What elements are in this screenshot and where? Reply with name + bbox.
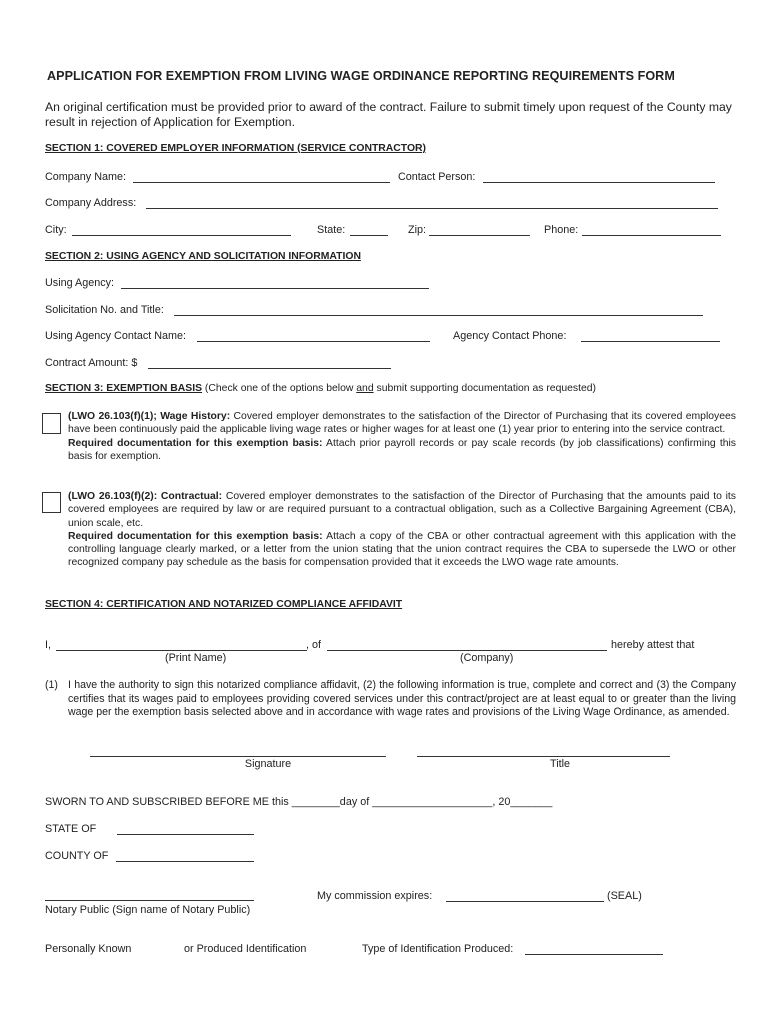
personally-known-label: Personally Known (45, 943, 132, 955)
title-caption: Title (550, 758, 570, 770)
option1-req-text: Attach prior payroll records or pay scale records (by job classifications) confirming this basis for exemption. (68, 437, 736, 462)
option1-req-label: Required documentation for this exemption basis: (68, 437, 323, 449)
section3-note-after: submit supporting documentation as requested) (373, 383, 596, 394)
company-address-label: Company Address: (45, 197, 137, 209)
agency-contact-phone-label: Agency Contact Phone: (453, 330, 567, 342)
state-label: State: (317, 224, 346, 236)
company-name-field[interactable] (133, 182, 390, 183)
section1-heading: SECTION 1: COVERED EMPLOYER INFORMATION (SERVICE CONTRACTOR) (45, 143, 427, 154)
company-name-label: Company Name: (45, 171, 127, 183)
section4-heading: SECTION 4: CERTIFICATION AND NOTARIZED COMPLIANCE AFFIDAVIT (45, 599, 403, 610)
section2-heading: SECTION 2: USING AGENCY AND SOLICITATION INFORMATION (45, 251, 361, 262)
of-label: , of (306, 639, 322, 651)
county-of-label: COUNTY OF (45, 850, 109, 862)
notary-signature-field[interactable] (45, 900, 254, 901)
type-id-label: Type of Identification Produced: (362, 943, 514, 955)
option2-req-text: Attach a copy of the CBA or other contractual agreement with this application with the controlling language clearly marked, or a letter from the union stating that the union contract requires the CBA to supersede the LWO or other recognized company pay schedule as the basis for compensation provided that it exceeds the LWO wage rate amounts. (68, 530, 736, 569)
i-label: I, (45, 639, 51, 651)
seal-label: (SEAL) (607, 890, 642, 902)
contact-person-label: Contact Person: (398, 171, 476, 183)
company-caption: (Company) (460, 652, 514, 664)
option2-text: Covered employer demonstrates to the satisfaction of the Director of Purchasing that the amounts paid to its covered employees are required by law or are required pursuant to a contractual obligation, such as a Collective Bargaining Agreement (CBA), union scale, etc. (68, 491, 736, 529)
attest-label: hereby attest that (611, 639, 695, 651)
print-name-field[interactable] (56, 650, 307, 651)
contract-amount-label: Contract Amount: $ (45, 357, 138, 369)
statement-text: I have the authority to sign this notarized compliance affidavit, (2) the following information is true, complete and correct and (3) the Company certifies that its wages paid to employees providing covered services under this contract/project are at least equal to or greater than the living wage per the exemption basis selected above and in accordance with wage rates and provisions of the Living Wage Ordinance, as amended. (68, 679, 736, 719)
sworn-statement: SWORN TO AND SUBSCRIBED BEFORE ME this ________day of ____________________, 20_______ (45, 796, 553, 808)
option2-label: (LWO 26.103(f)(2): Contractual: (68, 491, 223, 502)
section3-note-before: (Check one of the options below (202, 383, 357, 394)
commission-label: My commission expires: (317, 890, 433, 902)
produced-id-label: or Produced Identification (184, 943, 307, 955)
section3-heading: SECTION 3: EXEMPTION BASIS (45, 383, 203, 394)
company-address-field[interactable] (146, 208, 718, 209)
contact-person-field[interactable] (483, 182, 715, 183)
option2-text-block (68, 490, 736, 570)
zip-label: Zip: (408, 224, 426, 236)
phone-field[interactable] (582, 235, 721, 236)
commission-field[interactable] (446, 901, 604, 902)
option1-label: (LWO 26.103(f)(1); Wage History: (68, 411, 231, 422)
option1-text-block (68, 410, 736, 463)
company-attest-field[interactable] (327, 650, 607, 651)
section3-header-row (45, 383, 596, 394)
notary-caption: Notary Public (Sign name of Notary Public) (45, 904, 251, 916)
agency-contact-phone-field[interactable] (581, 341, 720, 342)
phone-label: Phone: (544, 224, 579, 236)
form-title: APPLICATION FOR EXEMPTION FROM LIVING WAGE ORDINANCE REPORTING REQUIREMENTS FORM (47, 69, 675, 83)
type-id-field[interactable] (525, 954, 663, 955)
signature-field[interactable] (90, 756, 386, 757)
statement-number: (1) (45, 679, 58, 691)
section3-note-and: and (356, 383, 374, 394)
city-field[interactable] (72, 235, 291, 236)
state-field[interactable] (350, 235, 388, 236)
county-of-field[interactable] (116, 861, 254, 862)
signature-caption: Signature (244, 758, 292, 770)
agency-contact-name-label: Using Agency Contact Name: (45, 330, 187, 342)
option2-checkbox[interactable] (42, 492, 61, 513)
city-label: City: (45, 224, 67, 236)
using-agency-field[interactable] (121, 288, 429, 289)
solicitation-label: Solicitation No. and Title: (45, 304, 164, 316)
using-agency-label: Using Agency: (45, 277, 115, 289)
contract-amount-field[interactable] (148, 368, 391, 369)
state-of-label: STATE OF (45, 823, 97, 835)
state-of-field[interactable] (117, 834, 254, 835)
option1-checkbox[interactable] (42, 413, 61, 434)
option1-text: Covered employer demonstrates to the satisfaction of the Director of Purchasing that its covered employees have been continuously paid the applicable living wage rates or higher wages for at least one (1) year prior to entering into the service contract. (68, 411, 736, 436)
solicitation-field[interactable] (174, 315, 703, 316)
title-field[interactable] (417, 756, 670, 757)
zip-field[interactable] (429, 235, 530, 236)
option2-req-label: Required documentation for this exemption basis: (68, 530, 323, 542)
print-name-caption: (Print Name) (165, 652, 227, 664)
intro-text: An original certification must be provided prior to award of the contract. Failure to submit timely upon request of the County may result in rejection of Application for Exemption. (45, 100, 732, 129)
agency-contact-name-field[interactable] (197, 341, 430, 342)
